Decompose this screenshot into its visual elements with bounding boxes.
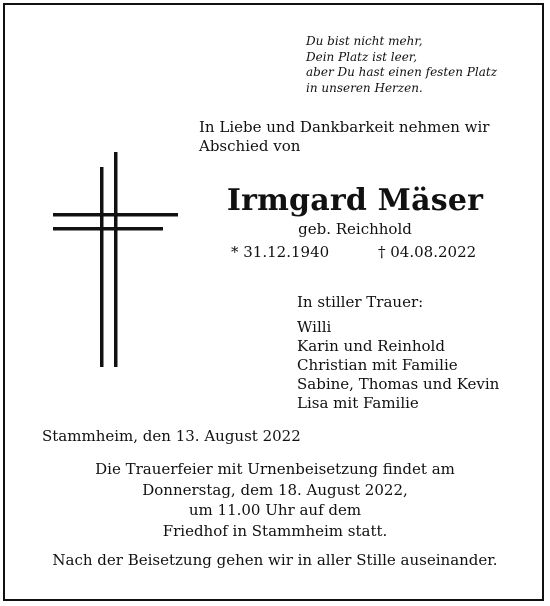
- poem-line: aber Du hast einen festen Platz: [306, 65, 498, 79]
- funeral-line: Friedhof in Stammheim statt.: [162, 521, 388, 540]
- funeral-line: Die Trauerfeier mit Urnenbeisetzung findet am: [95, 460, 455, 478]
- maiden-name: geb. Reichhold: [298, 220, 412, 238]
- funeral-notice: [0, 459, 550, 541]
- funeral-line: um 11.00 Uhr auf dem: [188, 501, 362, 519]
- deceased-name: Irmgard Mäser: [226, 183, 484, 218]
- intro-line: Abschied von: [199, 137, 301, 155]
- poem-line: in unseren Herzen.: [306, 80, 423, 95]
- mourners-heading: In stiller Trauer:: [297, 293, 424, 311]
- mourner-name: Willi: [297, 318, 332, 336]
- poem-line: Du bist nicht mehr,: [306, 34, 423, 48]
- intro-line: In Liebe und Dankbarkeit nehmen wir: [199, 118, 490, 136]
- intro-text: [199, 118, 489, 156]
- poem-line: Dein Platz ist leer,: [306, 49, 418, 64]
- mourner-name: Sabine, Thomas und Kevin: [297, 375, 500, 393]
- death-date: † 04.08.2022: [378, 243, 477, 261]
- mourner-name: Karin und Reinhold: [297, 337, 445, 355]
- mourner-name: Christian mit Familie: [297, 356, 458, 374]
- poem: [306, 34, 497, 96]
- place-date: Stammheim, den 13. August 2022: [42, 427, 301, 445]
- closing-text: Nach der Beisetzung gehen wir in aller Stille auseinander.: [52, 551, 498, 569]
- birth-date: * 31.12.1940: [231, 243, 330, 261]
- mourners-block: [297, 293, 499, 413]
- funeral-line: Donnerstag, dem 18. August 2022,: [142, 480, 408, 499]
- mourner-name: Lisa mit Familie: [297, 394, 419, 412]
